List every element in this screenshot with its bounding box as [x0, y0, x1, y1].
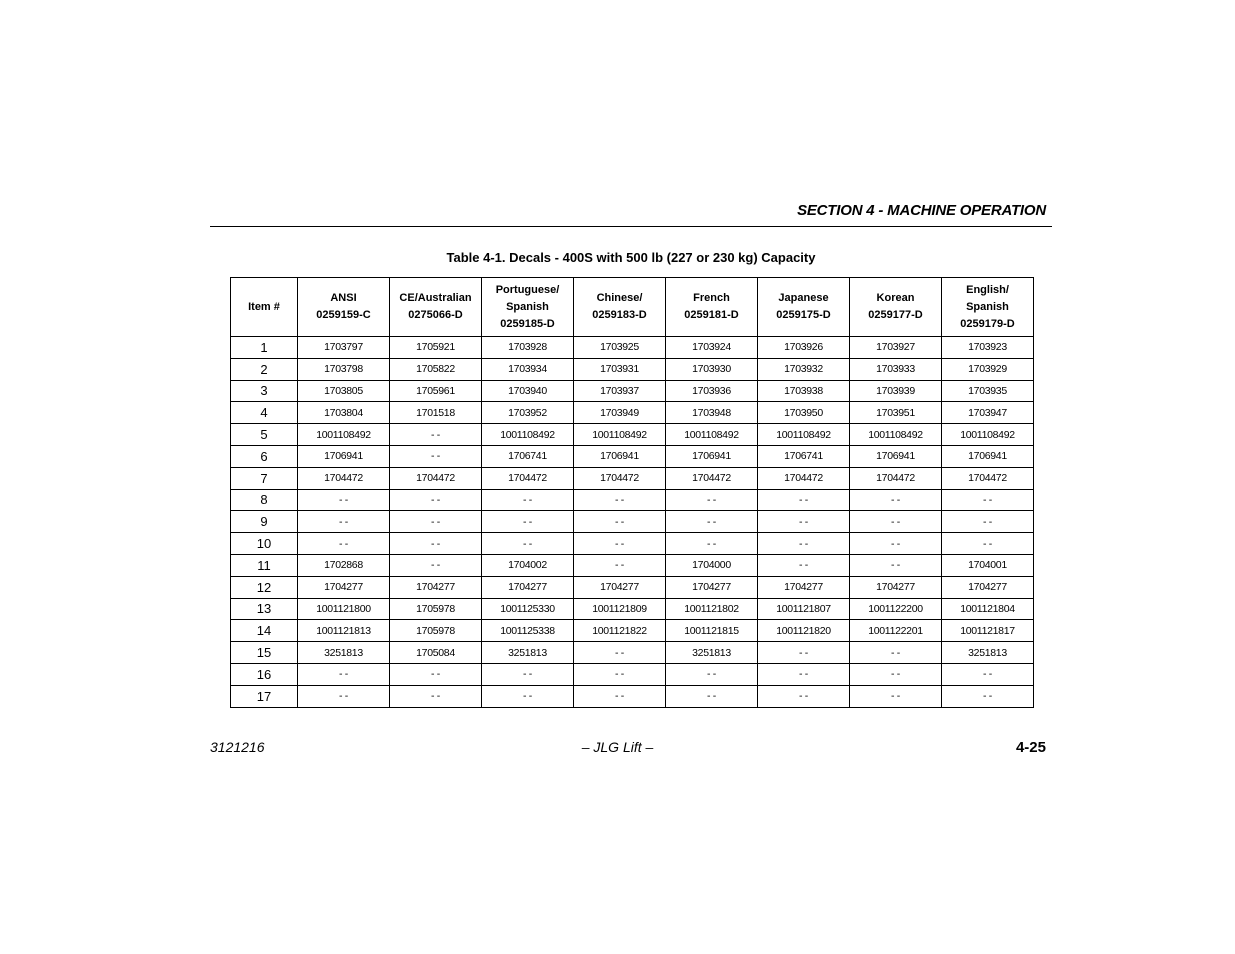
part-number-cell: - -	[574, 685, 666, 707]
part-number-cell: 1703939	[850, 380, 942, 402]
item-number-cell: 14	[231, 620, 298, 642]
part-number-cell: - -	[482, 685, 574, 707]
part-number-cell: 1704001	[942, 554, 1034, 576]
part-number-cell: - -	[666, 533, 758, 555]
part-number-cell: - -	[758, 533, 850, 555]
column-header-line: Korean	[876, 292, 915, 304]
part-number-cell: - -	[666, 663, 758, 685]
part-number-cell: - -	[758, 554, 850, 576]
part-number-cell: 1703928	[482, 337, 574, 359]
part-number-cell: 1001121804	[942, 598, 1034, 620]
table-row	[231, 424, 1034, 446]
item-number-cell: 13	[231, 598, 298, 620]
table-row	[231, 337, 1034, 359]
table-row	[231, 511, 1034, 533]
column-header-line: Spanish	[506, 300, 549, 313]
column-header-line: 0259179-D	[960, 317, 1015, 330]
item-number-cell: 4	[231, 402, 298, 424]
part-number-cell: 1001121815	[666, 620, 758, 642]
column-header	[574, 278, 666, 337]
part-number-cell: 1704277	[850, 576, 942, 598]
part-number-cell: 1705921	[390, 337, 482, 359]
table-row	[231, 445, 1034, 467]
part-number-cell: 1704472	[942, 467, 1034, 489]
part-number-cell: - -	[758, 642, 850, 664]
part-number-cell: - -	[390, 663, 482, 685]
part-number-cell: - -	[574, 554, 666, 576]
part-number-cell: - -	[574, 663, 666, 685]
part-number-cell: 1001108492	[942, 424, 1034, 446]
part-number-cell: - -	[390, 445, 482, 467]
part-number-cell: 1703930	[666, 358, 758, 380]
part-number-cell: 1705961	[390, 380, 482, 402]
part-number-cell: - -	[390, 489, 482, 511]
part-number-cell: - -	[482, 511, 574, 533]
part-number-cell: 1706941	[574, 445, 666, 467]
part-number-cell: 3251813	[482, 642, 574, 664]
column-header-line: Japanese	[778, 292, 829, 304]
part-number-cell: 1704277	[390, 576, 482, 598]
part-number-cell: 1704277	[482, 576, 574, 598]
column-header-line: 0259185-D	[500, 317, 555, 330]
part-number-cell: 1704472	[574, 467, 666, 489]
item-number-cell: 5	[231, 424, 298, 446]
part-number-cell: 1703924	[666, 337, 758, 359]
part-number-cell: 1001108492	[482, 424, 574, 446]
table-row	[231, 533, 1034, 555]
table-row	[231, 663, 1034, 685]
part-number-cell: 1703948	[666, 402, 758, 424]
part-number-cell: - -	[298, 533, 390, 555]
part-number-cell: 1705978	[390, 620, 482, 642]
part-number-cell: - -	[758, 489, 850, 511]
part-number-cell: 1001121800	[298, 598, 390, 620]
part-number-cell: 1703935	[942, 380, 1034, 402]
part-number-cell: 1703940	[482, 380, 574, 402]
column-header-line: 0259175-D	[776, 309, 831, 321]
table-row	[231, 380, 1034, 402]
part-number-cell: 1703926	[758, 337, 850, 359]
part-number-cell: 1705084	[390, 642, 482, 664]
part-number-cell: - -	[574, 642, 666, 664]
item-number-cell: 11	[231, 554, 298, 576]
column-header	[666, 278, 758, 337]
part-number-cell: 1706741	[758, 445, 850, 467]
column-header-line: English/	[966, 283, 1009, 296]
table-body	[231, 337, 1034, 708]
part-number-cell: - -	[482, 533, 574, 555]
part-number-cell: - -	[574, 511, 666, 533]
part-number-cell: 1706941	[298, 445, 390, 467]
column-header-line: Portuguese/	[495, 283, 560, 296]
part-number-cell: 1704277	[666, 576, 758, 598]
part-number-cell: - -	[850, 489, 942, 511]
part-number-cell: 1703937	[574, 380, 666, 402]
part-number-cell: - -	[574, 533, 666, 555]
part-number-cell: 1704277	[758, 576, 850, 598]
part-number-cell: 1703949	[574, 402, 666, 424]
part-number-cell: - -	[390, 511, 482, 533]
column-header-line: 0275066-D	[408, 309, 463, 321]
part-number-cell: - -	[298, 511, 390, 533]
part-number-cell: - -	[482, 663, 574, 685]
doc-number: 3121216	[210, 739, 265, 755]
part-number-cell: 1703947	[942, 402, 1034, 424]
part-number-cell: - -	[298, 685, 390, 707]
part-number-cell: 1703804	[298, 402, 390, 424]
section-title: SECTION 4 - MACHINE OPERATION	[797, 202, 1046, 219]
part-number-cell: - -	[666, 489, 758, 511]
item-number-cell: 17	[231, 685, 298, 707]
part-number-cell: - -	[942, 533, 1034, 555]
column-header-line: CE/Australian	[399, 292, 472, 304]
part-number-cell: 1001121822	[574, 620, 666, 642]
part-number-cell: - -	[390, 554, 482, 576]
column-header-line: Spanish	[966, 300, 1009, 313]
part-number-cell: 1001121807	[758, 598, 850, 620]
part-number-cell: 1703929	[942, 358, 1034, 380]
part-number-cell: 1703805	[298, 380, 390, 402]
item-number-cell: 1	[231, 337, 298, 359]
table-row	[231, 554, 1034, 576]
column-header-line: 0259177-D	[868, 309, 923, 321]
table-row	[231, 358, 1034, 380]
table-row	[231, 598, 1034, 620]
table-row	[231, 467, 1034, 489]
part-number-cell: 1705978	[390, 598, 482, 620]
part-number-cell: 1704472	[482, 467, 574, 489]
part-number-cell: 1701518	[390, 402, 482, 424]
item-number-cell: 3	[231, 380, 298, 402]
column-header	[482, 278, 574, 337]
part-number-cell: 1704472	[390, 467, 482, 489]
part-number-cell: 1703952	[482, 402, 574, 424]
part-number-cell: 1001108492	[850, 424, 942, 446]
column-header-line: Item #	[248, 300, 280, 313]
part-number-cell: - -	[942, 663, 1034, 685]
column-header	[390, 278, 482, 337]
part-number-cell: - -	[390, 685, 482, 707]
part-number-cell: - -	[482, 489, 574, 511]
publisher-label: – JLG Lift –	[581, 739, 654, 755]
item-number-cell: 16	[231, 663, 298, 685]
part-number-cell: - -	[758, 511, 850, 533]
part-number-cell: 1704472	[850, 467, 942, 489]
item-number-cell: 2	[231, 358, 298, 380]
part-number-cell: - -	[942, 511, 1034, 533]
part-number-cell: 1704472	[666, 467, 758, 489]
column-header-line: French	[693, 292, 730, 304]
table-title: Table 4-1. Decals - 400S with 500 lb (227 or 230 kg) Capacity	[446, 250, 816, 265]
part-number-cell: 1706941	[850, 445, 942, 467]
item-number-cell: 7	[231, 467, 298, 489]
part-number-cell: - -	[758, 685, 850, 707]
column-header-line: 0259159-C	[316, 309, 371, 321]
part-number-cell: 1001121817	[942, 620, 1034, 642]
table-row	[231, 642, 1034, 664]
part-number-cell: - -	[574, 489, 666, 511]
part-number-cell: 1706741	[482, 445, 574, 467]
table-row	[231, 620, 1034, 642]
item-number-cell: 8	[231, 489, 298, 511]
column-header-line: 0259181-D	[684, 309, 739, 321]
part-number-cell: 1703933	[850, 358, 942, 380]
part-number-cell: 1001108492	[298, 424, 390, 446]
part-number-cell: 1001125330	[482, 598, 574, 620]
part-number-cell: - -	[298, 663, 390, 685]
part-number-cell: - -	[390, 424, 482, 446]
part-number-cell: 1703951	[850, 402, 942, 424]
part-number-cell: 1703797	[298, 337, 390, 359]
column-header-line: ANSI	[330, 292, 357, 304]
part-number-cell: 1703938	[758, 380, 850, 402]
part-number-cell: - -	[298, 489, 390, 511]
table-row	[231, 402, 1034, 424]
part-number-cell: 1704277	[574, 576, 666, 598]
header-divider	[210, 226, 1052, 227]
part-number-cell: 1703950	[758, 402, 850, 424]
part-number-cell: 1704277	[942, 576, 1034, 598]
part-number-cell: - -	[666, 511, 758, 533]
part-number-cell: 1703932	[758, 358, 850, 380]
item-number-cell: 9	[231, 511, 298, 533]
column-header	[850, 278, 942, 337]
part-number-cell: 1001125338	[482, 620, 574, 642]
part-number-cell: 1703798	[298, 358, 390, 380]
part-number-cell: 1704277	[298, 576, 390, 598]
part-number-cell: 1703931	[574, 358, 666, 380]
part-number-cell: - -	[850, 685, 942, 707]
part-number-cell: 1001108492	[574, 424, 666, 446]
item-number-cell: 10	[231, 533, 298, 555]
part-number-cell: - -	[850, 533, 942, 555]
part-number-cell: 1706941	[666, 445, 758, 467]
item-number-cell: 6	[231, 445, 298, 467]
part-number-cell: - -	[850, 511, 942, 533]
part-number-cell: - -	[390, 533, 482, 555]
table-row	[231, 685, 1034, 707]
part-number-cell: 1704002	[482, 554, 574, 576]
part-number-cell: 1703927	[850, 337, 942, 359]
column-header-item	[231, 278, 298, 337]
column-header	[942, 278, 1034, 337]
item-number-cell: 15	[231, 642, 298, 664]
part-number-cell: 1704472	[758, 467, 850, 489]
part-number-cell: 1702868	[298, 554, 390, 576]
table-row	[231, 489, 1034, 511]
part-number-cell: 3251813	[666, 642, 758, 664]
part-number-cell: 3251813	[942, 642, 1034, 664]
item-number-cell: 12	[231, 576, 298, 598]
decals-table	[230, 277, 1034, 708]
part-number-cell: 1001108492	[666, 424, 758, 446]
page-number: 4-25	[1015, 739, 1046, 756]
part-number-cell: 1001122201	[850, 620, 942, 642]
column-header-line: Chinese/	[596, 292, 643, 304]
part-number-cell: 1703925	[574, 337, 666, 359]
part-number-cell: 1001121813	[298, 620, 390, 642]
part-number-cell: - -	[850, 663, 942, 685]
column-header-line: 0259183-D	[592, 309, 647, 321]
part-number-cell: 1703923	[942, 337, 1034, 359]
part-number-cell: - -	[666, 685, 758, 707]
part-number-cell: - -	[942, 489, 1034, 511]
part-number-cell: 1001121820	[758, 620, 850, 642]
part-number-cell: 1001122200	[850, 598, 942, 620]
part-number-cell: 1703936	[666, 380, 758, 402]
part-number-cell: - -	[758, 663, 850, 685]
part-number-cell: 1001108492	[758, 424, 850, 446]
part-number-cell: 1703934	[482, 358, 574, 380]
part-number-cell: - -	[850, 554, 942, 576]
part-number-cell: 1001121802	[666, 598, 758, 620]
part-number-cell: 1704000	[666, 554, 758, 576]
part-number-cell: - -	[942, 685, 1034, 707]
part-number-cell: 1706941	[942, 445, 1034, 467]
table-header-row	[231, 278, 1034, 337]
column-header	[298, 278, 390, 337]
table-row	[231, 576, 1034, 598]
part-number-cell: 1001121809	[574, 598, 666, 620]
part-number-cell: 3251813	[298, 642, 390, 664]
part-number-cell: 1705822	[390, 358, 482, 380]
part-number-cell: - -	[850, 642, 942, 664]
part-number-cell: 1704472	[298, 467, 390, 489]
column-header	[758, 278, 850, 337]
